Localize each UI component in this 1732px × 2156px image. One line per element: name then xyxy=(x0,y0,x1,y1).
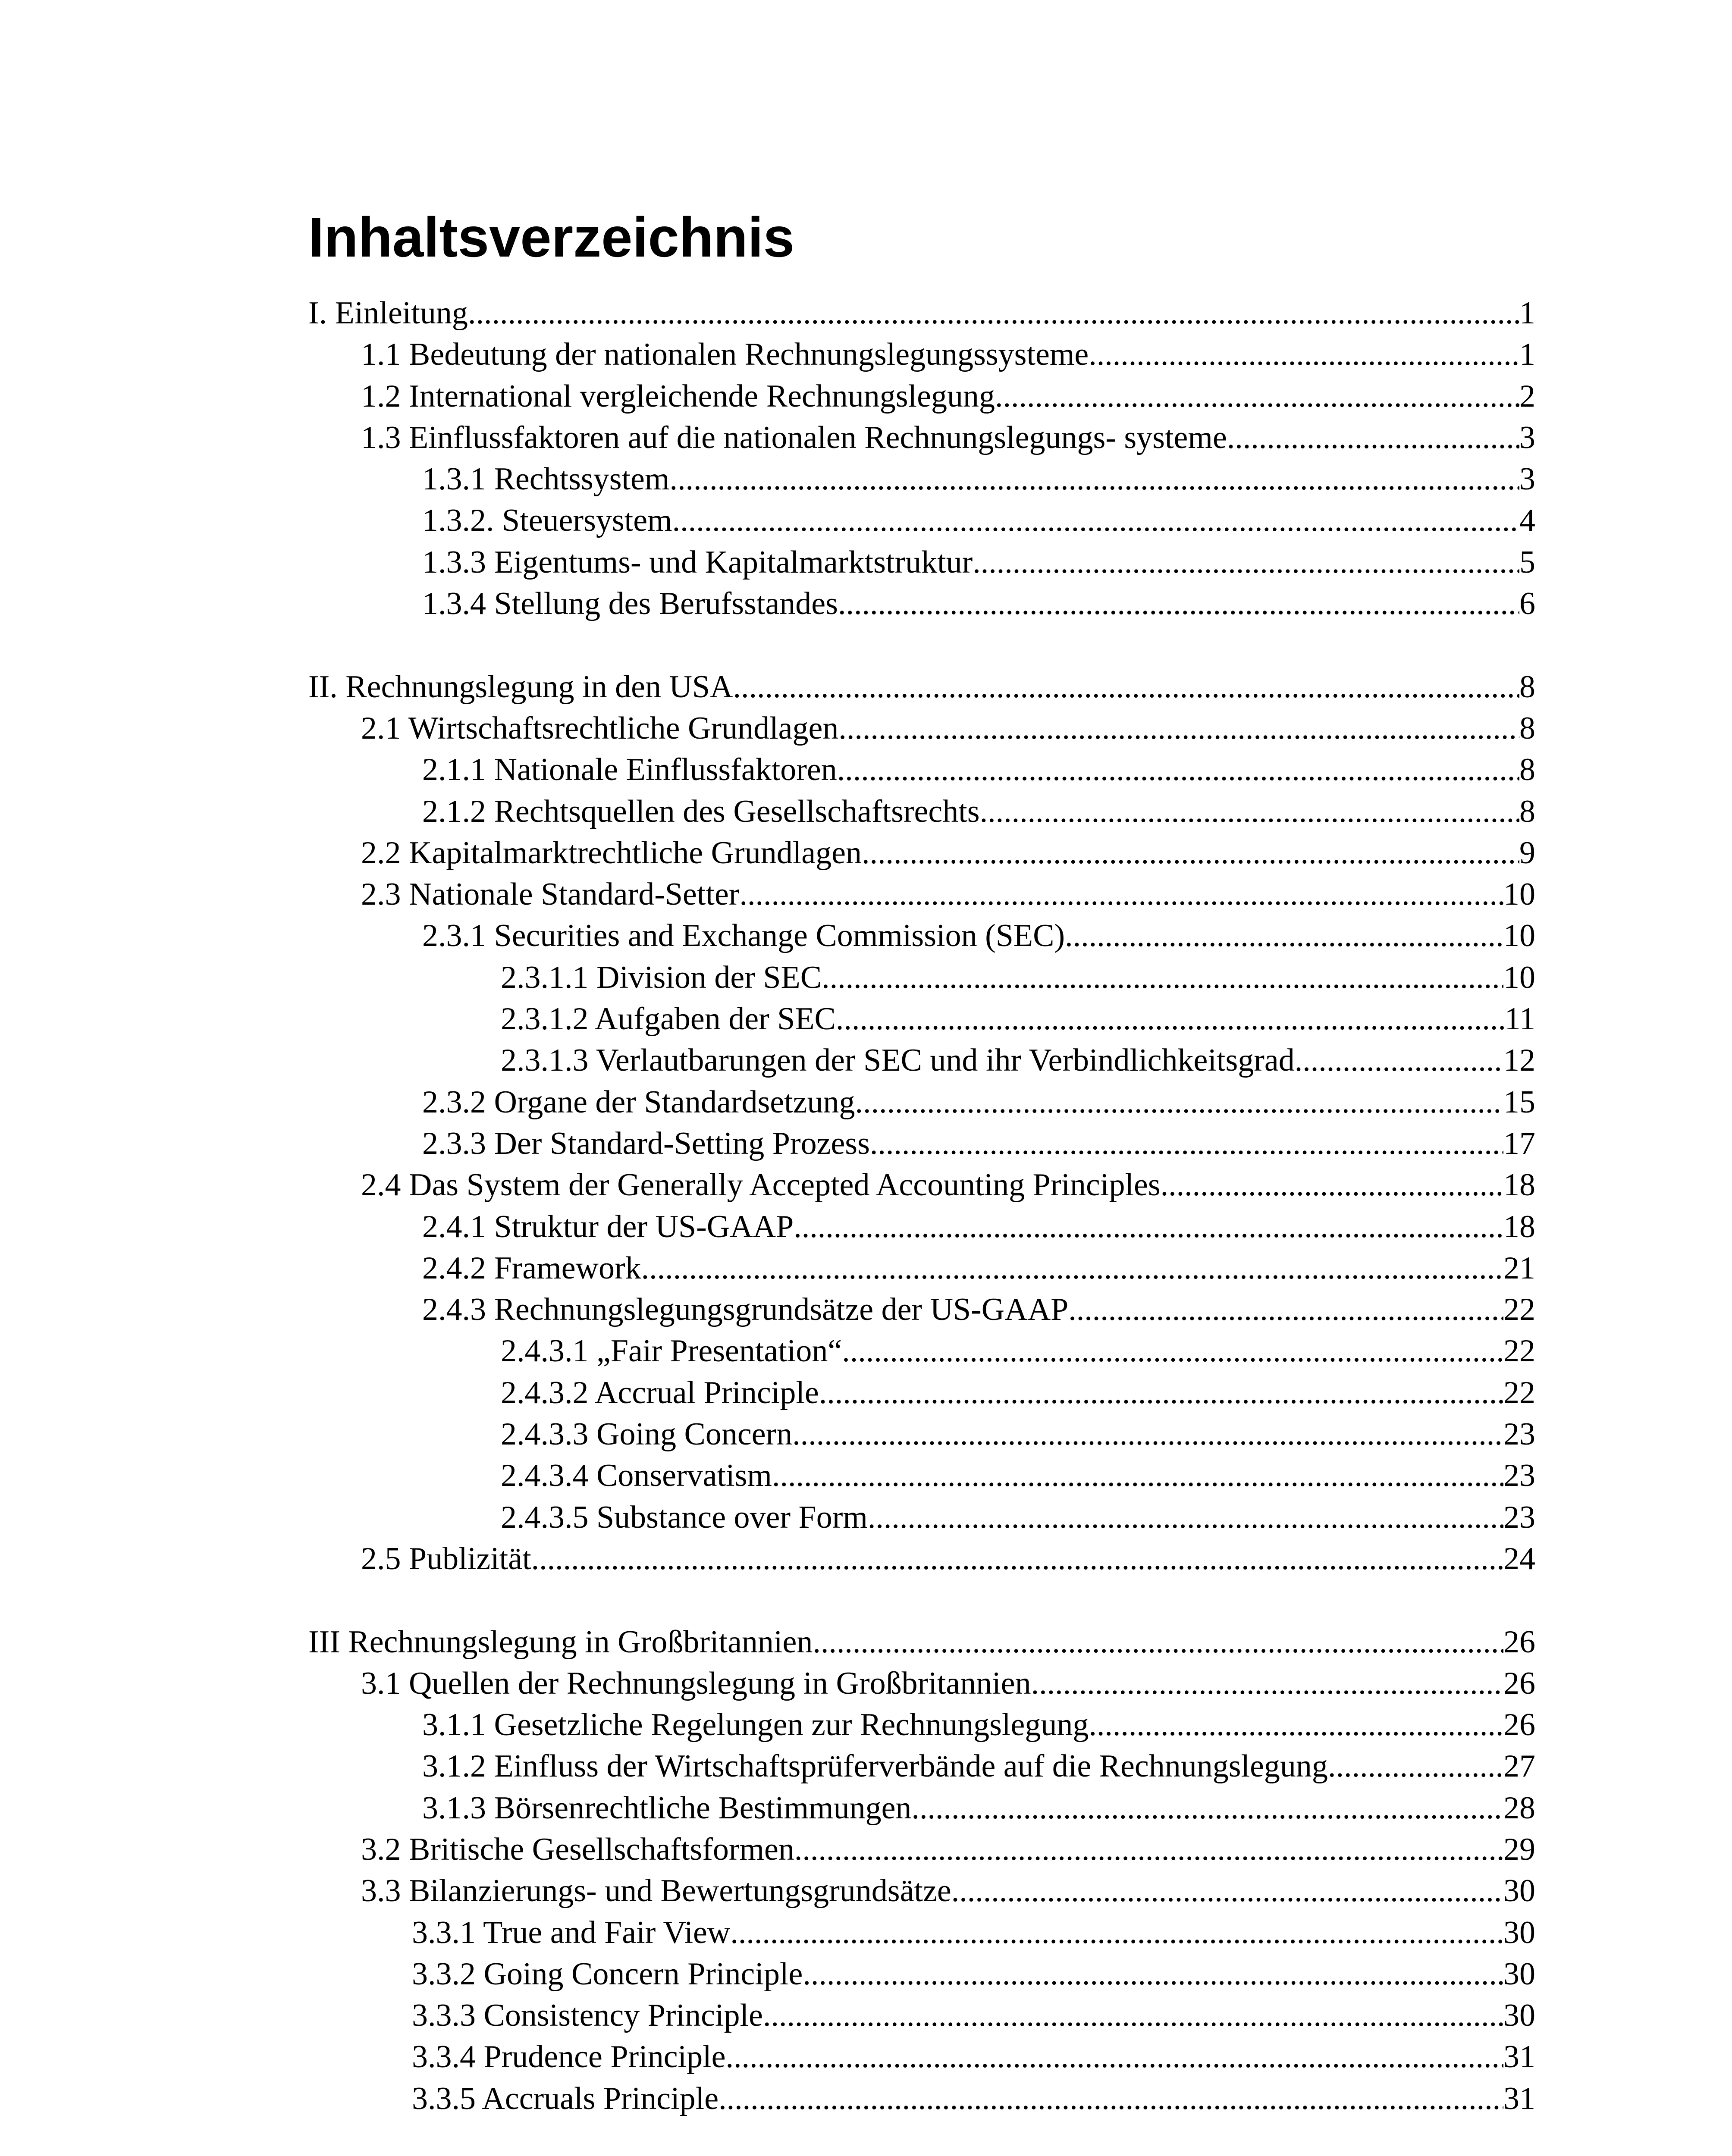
toc-dot-leader xyxy=(1089,1704,1503,1745)
toc-entry xyxy=(308,832,1535,874)
toc-entry-title: 2.4 Das System der Generally Accepted Accounting Principles xyxy=(361,1167,1161,1203)
toc-entry-page-number: 23 xyxy=(1503,1458,1535,1494)
toc-dot-leader xyxy=(1065,915,1503,956)
toc-entry-title: 3.3.5 Accruals Principle xyxy=(412,2081,719,2116)
toc-entry xyxy=(308,1870,1535,1912)
toc-entry-title: 2.1.2 Rechtsquellen des Gesellschaftsrechts xyxy=(422,793,980,829)
toc-entry-title: 2.4.2 Framework xyxy=(422,1250,641,1286)
toc-dot-leader xyxy=(803,1953,1503,1995)
toc-entry xyxy=(308,708,1535,749)
toc-entry-title: 2.3.3 Der Standard-Setting Prozess xyxy=(422,1125,870,1161)
toc-entry-title: 2.3.1.3 Verlautbarungen der SEC und ihr Verbindlichkeitsgrad xyxy=(501,1043,1295,1078)
toc-entry-page-number: 4 xyxy=(1519,503,1535,539)
toc-entry-page-number: 30 xyxy=(1503,1998,1535,2034)
toc-entry xyxy=(308,458,1535,500)
toc-entry xyxy=(308,1413,1535,1455)
toc-entry-page-number: 30 xyxy=(1503,1915,1535,1950)
toc-entry-page-number: 1 xyxy=(1519,337,1535,373)
toc-entry-page-number: 10 xyxy=(1503,959,1535,995)
toc-entry xyxy=(308,1912,1535,1953)
toc-dot-leader xyxy=(1089,334,1519,375)
toc-entry xyxy=(308,1247,1535,1289)
toc-entry-page-number: 22 xyxy=(1503,1333,1535,1369)
toc-dot-leader xyxy=(794,1829,1503,1870)
toc-entry-page-number: 30 xyxy=(1503,1956,1535,1992)
toc-entry-page-number: 2 xyxy=(1519,378,1535,414)
toc-entry-title: 2.5 Publizität xyxy=(361,1541,531,1576)
toc-entry xyxy=(308,500,1535,541)
toc-entry-page-number: 1 xyxy=(1519,295,1535,331)
toc-entry xyxy=(308,666,1535,708)
toc-entry xyxy=(308,1621,1535,1663)
toc-entry-page-number: 24 xyxy=(1503,1541,1535,1576)
toc-entry xyxy=(308,1330,1535,1372)
toc-dot-leader xyxy=(726,2036,1504,2078)
toc-dot-leader xyxy=(1295,1040,1503,1081)
toc-entry-title: 1.3.4 Stellung des Berufsstandes xyxy=(422,586,838,622)
toc-entry-title: 3.3.4 Prudence Principle xyxy=(412,2039,726,2075)
toc-entry-page-number: 8 xyxy=(1519,752,1535,788)
toc-dot-leader xyxy=(672,500,1519,541)
toc-entry-page-number: 23 xyxy=(1503,1499,1535,1535)
toc-dot-leader xyxy=(837,749,1519,790)
toc-entry-page-number: 11 xyxy=(1504,1001,1535,1037)
page-title: Inhaltsverzeichnis xyxy=(308,206,795,269)
toc-entry-page-number: 23 xyxy=(1503,1416,1535,1452)
toc-entry xyxy=(308,1745,1535,1787)
toc-entry xyxy=(308,1206,1535,1247)
toc-entry-title: 3.3.1 True and Fair View xyxy=(412,1915,731,1950)
toc-entry-page-number: 22 xyxy=(1503,1292,1535,1328)
toc-entry xyxy=(308,1164,1535,1206)
toc-entry xyxy=(308,874,1535,915)
toc-entry xyxy=(308,2036,1535,2078)
toc-dot-leader xyxy=(1068,1289,1503,1330)
toc-entry xyxy=(308,1040,1535,1081)
toc-entry xyxy=(308,1787,1535,1829)
toc-entry-page-number: 17 xyxy=(1503,1125,1535,1161)
toc-dot-leader xyxy=(1328,1745,1503,1787)
toc-entry-title: III Rechnungslegung in Großbritannien xyxy=(308,1624,813,1660)
toc-entry-title: II. Rechnungslegung in den USA xyxy=(308,669,733,705)
toc-dot-leader xyxy=(980,791,1519,832)
toc-entry xyxy=(308,292,1535,334)
toc-dot-leader xyxy=(973,542,1519,583)
toc-dot-leader xyxy=(862,832,1519,874)
toc-entry xyxy=(308,957,1535,998)
toc-dot-leader xyxy=(792,1413,1503,1455)
toc-dot-leader xyxy=(855,1081,1503,1123)
toc-entry xyxy=(308,1995,1535,2036)
toc-dot-leader xyxy=(763,1995,1503,2036)
toc-dot-leader xyxy=(911,1787,1503,1829)
toc-entry-page-number: 9 xyxy=(1519,835,1535,871)
toc-dot-leader xyxy=(842,1330,1503,1372)
toc-entry-page-number: 8 xyxy=(1519,793,1535,829)
toc-entry-page-number: 10 xyxy=(1503,877,1535,912)
toc-entry-page-number: 3 xyxy=(1519,420,1535,455)
toc-entry-title: 2.2 Kapitalmarktrechtliche Grundlagen xyxy=(361,835,862,871)
toc-dot-leader xyxy=(838,708,1519,749)
toc-entry xyxy=(308,1372,1535,1413)
toc-entry-title: 3.3 Bilanzierungs- und Bewertungsgrundsätze xyxy=(361,1873,951,1909)
toc-entry-page-number: 3 xyxy=(1519,461,1535,497)
toc-entry-page-number: 29 xyxy=(1503,1831,1535,1867)
toc-entry-title: 2.4.3.5 Substance over Form xyxy=(501,1499,868,1535)
toc-entry-title: 2.3 Nationale Standard-Setter xyxy=(361,877,740,912)
toc-entry xyxy=(308,1704,1535,1745)
toc-entry xyxy=(308,1497,1535,1538)
toc-entry xyxy=(308,1829,1535,1870)
toc-entry-title: 3.1.2 Einfluss der Wirtschaftsprüferverbände auf die Rechnungslegung xyxy=(422,1749,1328,1784)
toc-entry-page-number: 10 xyxy=(1503,918,1535,954)
toc-entry xyxy=(308,791,1535,832)
toc-dot-leader xyxy=(868,1497,1503,1538)
toc-dot-leader xyxy=(1031,1663,1503,1704)
toc-entry-page-number: 18 xyxy=(1503,1167,1535,1203)
toc-entry-page-number: 26 xyxy=(1503,1665,1535,1701)
toc-entry-page-number: 31 xyxy=(1503,2081,1535,2116)
toc-entry-title: 2.4.3 Rechnungslegungsgrundsätze der US-GAAP xyxy=(422,1292,1069,1328)
toc-dot-leader xyxy=(836,998,1505,1040)
toc-entry-page-number: 27 xyxy=(1503,1749,1535,1784)
toc-entry-title: 3.3.2 Going Concern Principle xyxy=(412,1956,803,1992)
toc-dot-leader xyxy=(822,957,1503,998)
toc-dot-leader xyxy=(733,666,1519,708)
toc-entry-page-number: 12 xyxy=(1503,1043,1535,1078)
toc-entry xyxy=(308,376,1535,417)
toc-entry-page-number: 31 xyxy=(1503,2039,1535,2075)
toc-entry-title: I. Einleitung xyxy=(308,295,468,331)
toc-dot-leader xyxy=(951,1870,1503,1912)
toc-entry-page-number: 8 xyxy=(1519,669,1535,705)
toc-dot-leader xyxy=(669,458,1519,500)
toc-entry-title: 2.3.1.1 Division der SEC xyxy=(501,959,822,995)
toc-entry-title: 3.1.3 Börsenrechtliche Bestimmungen xyxy=(422,1790,912,1826)
toc-entry-title: 1.1 Bedeutung der nationalen Rechnungslegungssysteme xyxy=(361,337,1089,373)
toc-entry-title: 2.3.1 Securities and Exchange Commission (SEC) xyxy=(422,918,1065,954)
toc-entry-title: 1.3 Einflussfaktoren auf die nationalen Rechnungslegungs- systeme xyxy=(361,420,1227,455)
toc-entry-page-number: 21 xyxy=(1503,1250,1535,1286)
toc-entry-page-number: 26 xyxy=(1503,1707,1535,1743)
toc-entry-page-number: 15 xyxy=(1503,1084,1535,1120)
toc-entry-title: 3.2 Britische Gesellschaftsformen xyxy=(361,1831,794,1867)
toc-entry xyxy=(308,2078,1535,2119)
toc-entry xyxy=(308,1123,1535,1164)
toc-dot-leader xyxy=(641,1247,1503,1289)
toc-entry-page-number: 5 xyxy=(1519,544,1535,580)
toc-entry-page-number: 6 xyxy=(1519,586,1535,622)
toc-entry xyxy=(308,1289,1535,1330)
toc-entry-title: 2.1.1 Nationale Einflussfaktoren xyxy=(422,752,837,788)
toc-entry xyxy=(308,1953,1535,1995)
toc-entry-title: 2.3.2 Organe der Standardsetzung xyxy=(422,1084,855,1120)
toc-entry-page-number: 18 xyxy=(1503,1209,1535,1244)
toc-dot-leader xyxy=(730,1912,1503,1953)
toc-entry xyxy=(308,1538,1535,1579)
toc-dot-leader xyxy=(772,1455,1503,1496)
toc-entry xyxy=(308,1663,1535,1704)
toc-dot-leader xyxy=(819,1372,1503,1413)
toc-entry-page-number: 30 xyxy=(1503,1873,1535,1909)
toc-entry xyxy=(308,583,1535,624)
toc-dot-leader xyxy=(468,292,1519,334)
toc-entry-page-number: 8 xyxy=(1519,710,1535,746)
toc-dot-leader xyxy=(1227,417,1519,458)
toc-dot-leader xyxy=(1161,1164,1503,1206)
toc-entry-title: 2.4.3.4 Conservatism xyxy=(501,1458,772,1494)
toc-entry xyxy=(308,749,1535,790)
table-of-contents xyxy=(308,292,1535,2119)
toc-dot-leader xyxy=(813,1621,1503,1663)
toc-dot-leader xyxy=(739,874,1503,915)
toc-entry-title: 3.3.3 Consistency Principle xyxy=(412,1998,763,2034)
toc-entry-title: 2.4.1 Struktur der US-GAAP xyxy=(422,1209,794,1244)
toc-dot-leader xyxy=(870,1123,1503,1164)
toc-entry xyxy=(308,1455,1535,1496)
toc-entry-title: 1.2 International vergleichende Rechnungslegung xyxy=(361,378,995,414)
toc-entry-page-number: 28 xyxy=(1503,1790,1535,1826)
toc-entry-title: 3.1.1 Gesetzliche Regelungen zur Rechnungslegung xyxy=(422,1707,1089,1743)
toc-entry xyxy=(308,915,1535,956)
toc-entry-title: 2.3.1.2 Aufgaben der SEC xyxy=(501,1001,836,1037)
toc-entry-title: 2.1 Wirtschaftsrechtliche Grundlagen xyxy=(361,710,839,746)
toc-entry-page-number: 22 xyxy=(1503,1375,1535,1410)
toc-entry-title: 3.1 Quellen der Rechnungslegung in Großbritannien xyxy=(361,1665,1031,1701)
toc-entry xyxy=(308,334,1535,375)
toc-entry-title: 1.3.3 Eigentums- und Kapitalmarktstruktur xyxy=(422,544,973,580)
toc-entry-page-number: 26 xyxy=(1503,1624,1535,1660)
toc-dot-leader xyxy=(794,1206,1503,1247)
toc-dot-leader xyxy=(531,1538,1503,1579)
toc-entry xyxy=(308,998,1535,1040)
toc-entry-title: 2.4.3.3 Going Concern xyxy=(501,1416,793,1452)
toc-entry-title: 1.3.2. Steuersystem xyxy=(422,503,672,539)
toc-dot-leader xyxy=(995,376,1519,417)
toc-entry-title: 2.4.3.2 Accrual Principle xyxy=(501,1375,819,1410)
toc-dot-leader xyxy=(838,583,1519,624)
toc-entry-title: 1.3.1 Rechtssystem xyxy=(422,461,670,497)
toc-dot-leader xyxy=(719,2078,1503,2119)
toc-entry-title: 2.4.3.1 „Fair Presentation“ xyxy=(501,1333,842,1369)
toc-entry xyxy=(308,542,1535,583)
toc-entry xyxy=(308,1081,1535,1123)
toc-entry xyxy=(308,417,1535,458)
